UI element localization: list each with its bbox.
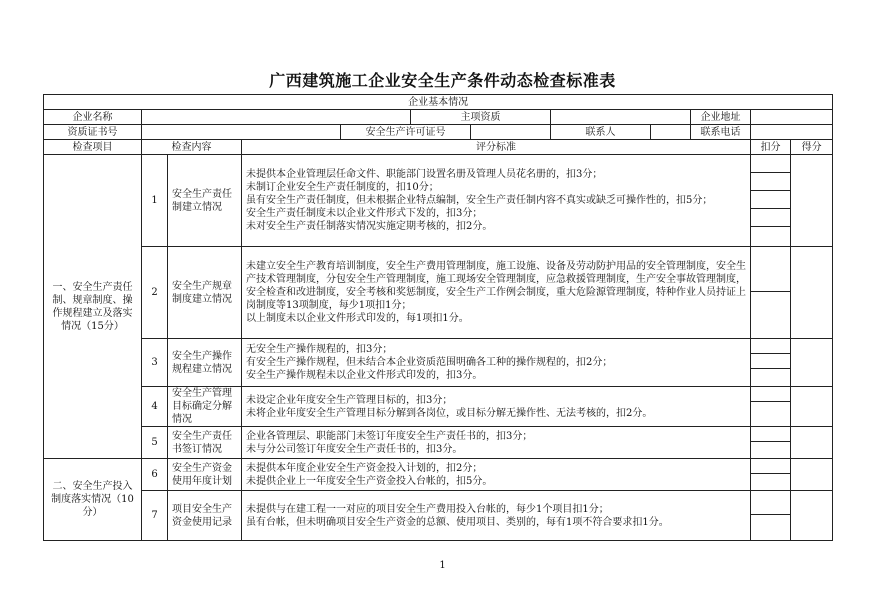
deduction-input[interactable] [751,387,790,402]
company-address-label: 企业地址 [691,110,751,125]
deduction-input[interactable] [751,427,790,442]
deduction-cell [751,247,791,339]
item-criteria [242,491,751,541]
deduction-input[interactable] [751,515,790,539]
company-name-field[interactable] [142,110,411,125]
contact-person-label: 联系人 [551,125,651,140]
criteria-row [44,247,833,339]
score-input[interactable] [791,427,833,459]
item-content: 安全生产责任制建立情况 [168,155,242,247]
safety-license-label: 安全生产许可证号 [341,125,471,140]
item-content: 安全生产规章制度建立情况 [168,247,242,339]
criteria-line: 安全生产操作规程未以企业文件形式印发的，扣3分。 [246,370,483,381]
item-criteria [242,247,751,339]
criteria-line: 未设定企业年度安全生产管理目标的，扣3分； [246,394,453,406]
basic-info-row-1 [44,110,833,125]
criteria-line: 未将企业年度安全生产管理目标分解到各岗位，或目标分解无操作性、无法考核的，扣2分。 [246,407,653,419]
item-number: 5 [142,427,168,459]
criteria-row [44,427,833,459]
deduction-input[interactable] [751,292,790,337]
page-title: 广西建筑施工企业安全生产条件动态检查标准表 [269,71,616,90]
deduction-cell [751,155,791,247]
item-number: 1 [142,155,168,247]
score-input[interactable] [791,155,833,247]
score-input[interactable] [791,491,833,541]
item-content: 安全生产资金使用年度计划 [168,459,242,491]
deduction-input[interactable] [751,247,790,292]
deduction-input[interactable] [751,227,790,245]
criteria-line: 以上制度未以企业文件形式印发的，每1项扣1分。 [246,313,469,324]
criteria-line: 有安全生产操作规程，但未结合本企业资质范围明确各工种的操作规程的，扣2分； [246,357,613,368]
category-name: 一、安全生产责任制、规章制度、操作规程建立及落实情况（15分） [44,155,142,459]
item-criteria [242,459,751,491]
page-number: 1 [439,560,446,571]
qualification-cert-label: 资质证书号 [44,125,142,140]
criteria-line: 企业各管理层、职能部门未签订年度安全生产责任书的，扣3分； [246,430,533,442]
deduction-cell [751,387,791,427]
item-criteria [242,387,751,427]
deduction-input[interactable] [751,155,790,173]
criteria-row [44,459,833,491]
criteria-line: 未提供企业上一年度安全生产资金投入台帐的，扣5分。 [246,475,493,487]
item-criteria [242,339,751,387]
deduction-cell [751,427,791,459]
item-number: 2 [142,247,168,339]
deduction-input[interactable] [751,442,790,457]
category-name: 二、安全生产投入制度落实情况（10分） [44,459,142,541]
contact-phone-label: 联系电话 [691,125,751,140]
basic-info-header-row [44,95,833,110]
item-content: 安全生产管理目标确定分解情况 [168,387,242,427]
deduction-input[interactable] [751,173,790,191]
criteria-row [44,155,833,247]
deduction-input[interactable] [751,402,790,417]
qualification-cert-field[interactable] [142,125,341,140]
company-name-label: 企业名称 [44,110,142,125]
inspection-table [43,94,833,541]
criteria-line: 未提供本年度企业安全生产资金投入计划的，扣2分； [246,462,483,474]
criteria-line: 无安全生产操作规程的，扣3分； [246,344,393,355]
criteria-rows [44,155,833,541]
company-address-field[interactable] [751,110,833,125]
col-criteria: 评分标准 [242,140,751,155]
item-content: 安全生产责任书签订情况 [168,427,242,459]
col-score: 得分 [791,140,833,155]
deduction-input[interactable] [751,339,790,354]
criteria-line: 未对安全生产责任制落实情况实施定期考核的，扣2分。 [246,221,493,232]
criteria-line: 未建立安全生产教育培训制度，安全生产费用管理制度，施工设施、设备及劳动防护用品的安全管理制度，安全生产技术管理制度，分包安全生产管理制度，施工现场安全管理制度，应急救援管理制度，生产安全事故管理制度，安全检查和改进制度，安全考核和奖惩制度，安全生产工作例会制度，重大危险源管理制度，特种作业人员持证上岗制度等13项制度，每少1项扣1分； [246,261,746,311]
item-number: 3 [142,339,168,387]
deduction-input[interactable] [751,369,790,384]
item-number: 6 [142,459,168,491]
deduction-input[interactable] [751,474,790,489]
col-deduction: 扣分 [751,140,791,155]
criteria-row [44,491,833,541]
criteria-row [44,387,833,427]
column-header-row [44,140,833,155]
item-content: 安全生产操作规程建立情况 [168,339,242,387]
criteria-line: 未制订企业安全生产责任制度的，扣10分； [246,182,439,193]
criteria-line: 未提供本企业管理层任命文件、职能部门设置名册及管理人员花名册的，扣3分； [246,169,603,180]
contact-person-field[interactable] [651,125,691,140]
score-input[interactable] [791,247,833,339]
score-input[interactable] [791,459,833,491]
deduction-cell [751,491,791,541]
deduction-cell [751,459,791,491]
basic-info-row-2 [44,125,833,140]
criteria-line: 未提供与在建工程一一对应的项目安全生产费用投入台帐的，每少1个项目扣1分； [246,503,609,515]
col-check-content: 检查内容 [142,140,242,155]
item-number: 4 [142,387,168,427]
basic-info-title: 企业基本情况 [44,95,833,110]
deduction-input[interactable] [751,191,790,209]
main-qualification-label: 主项资质 [411,110,551,125]
criteria-line: 虽有安全生产责任制度，但未根据企业特点编制，安全生产责任制内容不真实或缺乏可操作性的，扣5分； [246,195,713,206]
item-criteria [242,427,751,459]
criteria-line: 虽有台帐，但未明确项目安全生产资金的总额、使用项目、类别的，每有1项不符合要求扣1分。 [246,516,669,528]
score-input[interactable] [791,339,833,387]
deduction-cell [751,339,791,387]
item-content: 项目安全生产资金使用记录 [168,491,242,541]
criteria-line: 安全生产责任制度未以企业文件形式下发的，扣3分； [246,208,483,219]
score-input[interactable] [791,387,833,427]
criteria-row [44,339,833,387]
criteria-line: 未与分公司签订年度安全生产责任书的，扣3分。 [246,443,463,455]
item-criteria [242,155,751,247]
deduction-input[interactable] [751,491,790,515]
col-check-item: 检查项目 [44,140,142,155]
deduction-input[interactable] [751,209,790,227]
deduction-input[interactable] [751,459,790,474]
deduction-input[interactable] [751,354,790,369]
safety-license-field[interactable] [471,125,551,140]
contact-phone-field[interactable] [751,125,833,140]
main-qualification-field[interactable] [551,110,691,125]
item-number: 7 [142,491,168,541]
